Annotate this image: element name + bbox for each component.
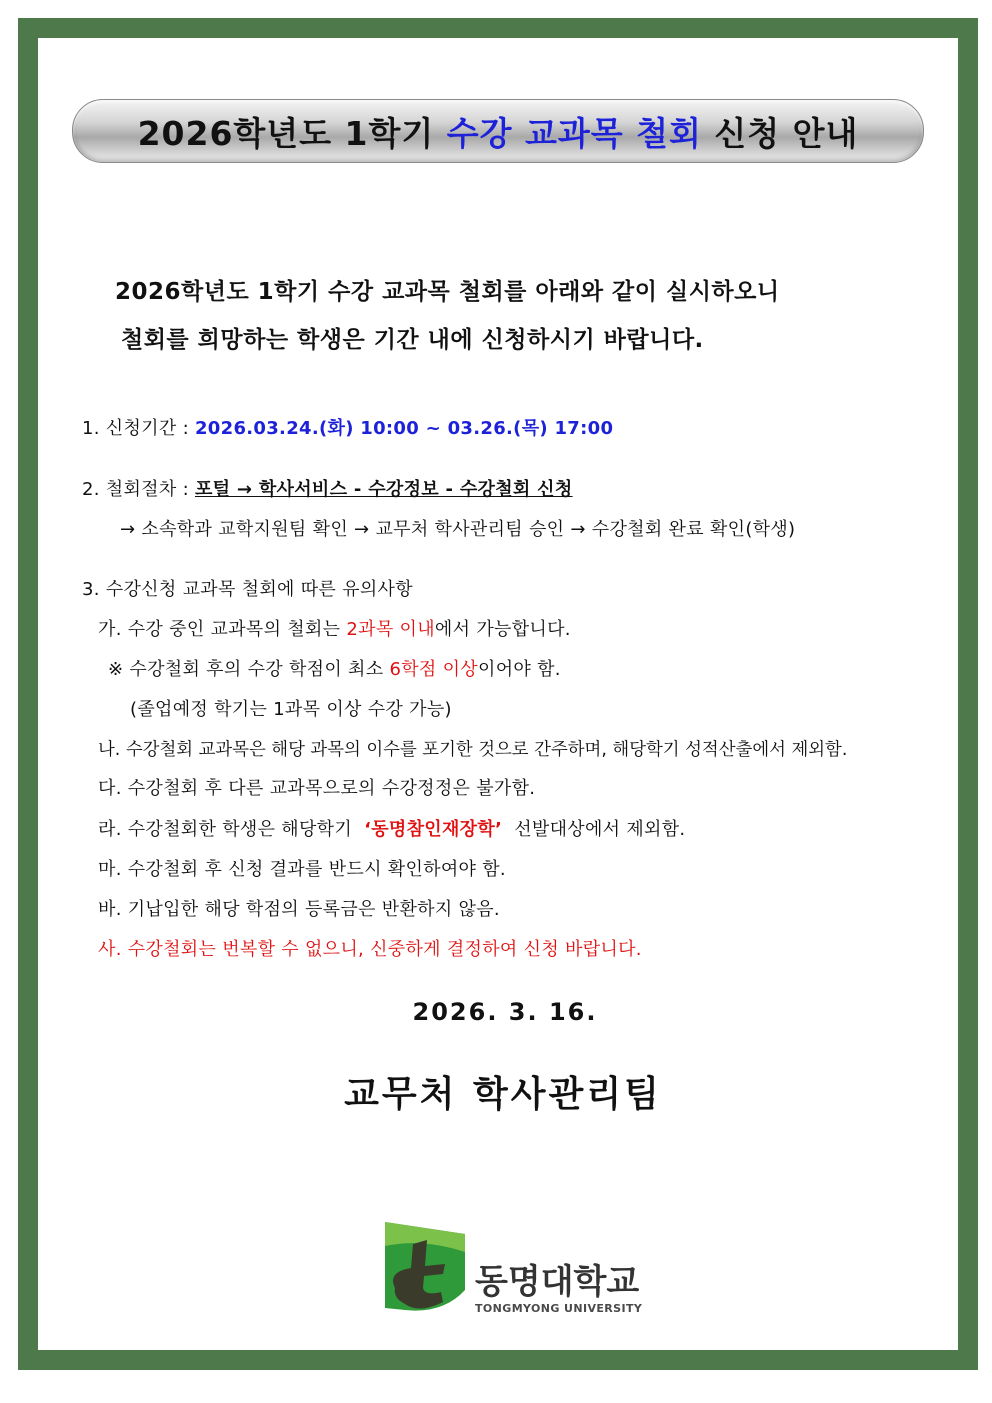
note-ga-text: 가. 수강 중인 교과목의 철회는	[98, 619, 347, 640]
note-ga-text-end: 에서 가능합니다.	[434, 619, 571, 640]
note-ra	[98, 815, 685, 841]
intro-line-2: 철회를 희망하는 학생은 기간 내에 신청하시기 바랍니다.	[121, 327, 704, 353]
announcement-date: 2026. 3. 16.	[412, 998, 598, 1026]
note-da: 다. 수강철회 후 다른 교과목으로의 수강정정은 불가함.	[98, 778, 536, 799]
note-ra-text: 라. 수강철회한 학생은 해당학기	[98, 819, 365, 840]
issuing-team: 교무처 학사관리팀	[344, 1074, 662, 1115]
note-sa: 사. 수강철회는 번복할 수 없으니, 신중하게 결정하여 신청 바랍니다.	[98, 939, 642, 960]
note-ga-highlight: 2과목 이내	[346, 619, 435, 640]
note-ra-text-end: 선발대상에서 제외함.	[502, 819, 686, 840]
university-logo	[383, 1218, 643, 1318]
procedure-item	[82, 475, 573, 501]
period-label: 1. 신청기간 :	[82, 418, 195, 439]
note-reference-text: ※ 수강철회 후의 수강 학점이 최소	[108, 659, 390, 680]
notes-heading: 3. 수강신청 교과목 철회에 따른 유의사항	[82, 579, 413, 600]
note-reference	[108, 655, 561, 681]
procedure-path: 포털 → 학사서비스 - 수강정보 - 수강철회 신청	[194, 479, 573, 500]
page-title	[138, 108, 859, 155]
page-border	[18, 18, 978, 1370]
logo-korean-name: 동명대학교	[475, 1262, 640, 1302]
note-reference-highlight: 6학점 이상	[389, 659, 478, 680]
title-banner	[72, 99, 924, 163]
procedure-steps: → 소속학과 교학지원팀 확인 → 교무처 학사관리팀 승인 → 수강철회 완료 확인(학생)	[120, 519, 796, 540]
title-part1: 2026학년도 1학기	[137, 113, 435, 153]
period-value: 2026.03.24.(화) 10:00 ~ 03.26.(목) 17:00	[194, 418, 614, 439]
note-ba: 바. 기납입한 해당 학점의 등록금은 반환하지 않음.	[98, 899, 500, 920]
intro-line-1: 2026학년도 1학기 수강 교과목 철회를 아래와 같이 실시하오니	[115, 279, 780, 305]
note-ga	[98, 615, 571, 641]
procedure-label: 2. 철회절차 :	[82, 479, 195, 500]
logo-english-name: TONGMYONG UNIVERSITY	[475, 1302, 643, 1315]
intro-paragraph	[115, 268, 780, 364]
note-reference-text-end: 이어야 함.	[478, 659, 561, 680]
title-part2: 신청 안내	[714, 113, 859, 153]
period-item	[82, 414, 613, 440]
note-reference-sub: (졸업예정 학기는 1과목 이상 수강 가능)	[130, 699, 452, 720]
note-ma: 마. 수강철회 후 신청 결과를 반드시 확인하여야 함.	[98, 859, 506, 880]
note-na: 나. 수강철회 교과목은 해당 과목의 이수를 포기한 것으로 간주하며, 해당학기 성적산출에서 제외함.	[98, 740, 848, 760]
note-ra-highlight: ‘동명참인재장학’	[364, 819, 503, 840]
title-highlight: 수강 교과목 철회	[446, 113, 702, 153]
tongmyong-emblem-icon	[383, 1218, 475, 1318]
